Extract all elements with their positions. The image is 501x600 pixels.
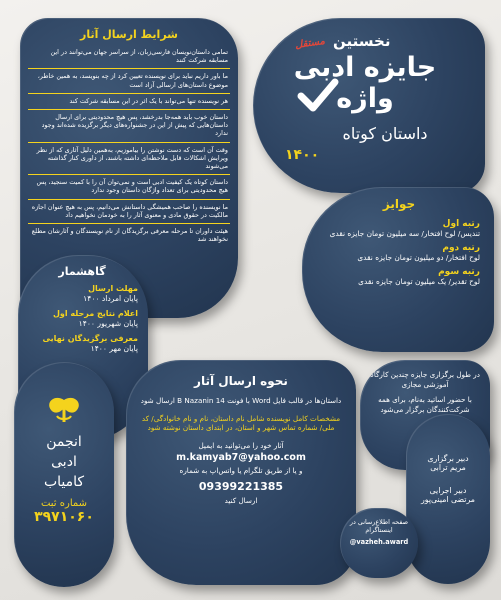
org-name-line3: کامیاب (43, 474, 85, 490)
registration-label: شماره ثبت (40, 498, 88, 509)
title-independent: مستقل (294, 35, 326, 52)
schedule-date: پایان شهریور ۱۴۰۰ (78, 319, 138, 328)
schedule-date: پایان امرداد ۱۴۰۰ (83, 294, 138, 303)
prize-item (318, 243, 480, 263)
rule-item: داستان خوب باید همه‌جا بدرخشد، پس هیچ محدودیتی برای ارسال داستان‌هایی که پیش از این در جشنواره‌های دیگر برگزیده شده‌اند وجود ندارد (28, 110, 230, 143)
schedule-label: اعلام نتایج مرحله اول (52, 309, 138, 318)
how-to-send-panel (126, 360, 356, 585)
how-or: و یا از طریق تلگرام یا واتس‌اپ به شماره (179, 466, 303, 476)
prize-desc: تندیس/ لوح افتخار/ سه میلیون تومان جایزه نقدی (329, 229, 480, 238)
schedule-label: معرفی برگزیدگان نهایی (42, 334, 138, 343)
email-link[interactable]: m.kamyab7@yahoo.com (176, 452, 306, 464)
workshop-text-2: با حضور اساتید به‌نام، برای همه شرکت‌کنندگان برگزار می‌شود (378, 395, 472, 414)
how-format: داستان‌ها در قالب فایل Word با فونت B Nazanin 14 ارسال شود (140, 396, 342, 405)
secretary-role: دبیر برگزاری (427, 454, 469, 463)
rule-item: داستان کوتاه یک کیفیت ادبی است و نمی‌توان آن را با کمیت سنجید، پس هیچ محدودیتی برای تعداد واژگان داستان وجود ندارد (28, 175, 230, 199)
executive-role: دبیر اجرایی (429, 486, 467, 495)
title-story: داستان کوتاه (342, 124, 428, 143)
how-send: ارسال کنید (224, 495, 258, 505)
prizes-heading: جوایز (382, 197, 416, 211)
title-panel (253, 18, 485, 193)
prize-item (318, 219, 480, 239)
title-year: ۱۴۰۰ (285, 147, 320, 163)
prize-desc: لوح افتخار/ دو میلیون تومان جایزه نقدی (357, 253, 480, 262)
title-first: نخستین (333, 32, 391, 50)
rule-item: هر نویسنده تنها می‌تواند با یک اثر در این مسابقه شرکت کند (28, 94, 230, 110)
schedule-item (26, 309, 138, 328)
rule-item: وقت آن است که دست نوشتن را بیاموزیم، به‌همین دلیل آثاری که از نظر ویرایش اشکالات قابل ملاحظه‌ای داشته باشند، از داوری کنار گذاشته می‌شوند (28, 143, 230, 176)
how-email-intro: آثار خود را می‌توانید به ایمیل (198, 440, 284, 450)
prize-item (318, 267, 480, 287)
schedule-date: پایان مهر ۱۴۰۰ (90, 344, 138, 353)
checkmark-icon (297, 74, 339, 116)
schedule-label: مهلت ارسال (88, 284, 138, 293)
instagram-handle[interactable]: @vazheh.award (349, 538, 409, 546)
association-logo-icon (45, 396, 83, 424)
instagram-panel (340, 508, 418, 578)
instagram-text: صفحه اطلاع‌رسانی در اینستاگرام (349, 518, 409, 534)
rule-item: ما نویسنده را صاحب همیشگی داستانش می‌دانیم، پس به هیچ عنوان اجازه مالکیت در حقوق مادی و معنوی آثار را به خودمان نخواهیم داد (28, 200, 230, 224)
rule-item: تمامی داستان‌نویسان فارسی‌زبان، از سراسر جهان می‌توانند در این مسابقه شرکت کنند (28, 45, 230, 69)
secretary-panel (406, 414, 490, 584)
registration-number: ۳۹۷۱۰۶۰ (34, 509, 94, 525)
prizes-panel (302, 187, 494, 352)
how-details: مشخصات کامل نویسنده شامل نام داستان، نام و نام خانوادگی/ کد ملی/ شماره تماس شهر و استان، در ابتدای داستان نوشته شود (141, 413, 341, 433)
secretary-name: مریم ترابی (430, 463, 466, 472)
org-name-line2: ادبی (51, 454, 77, 470)
rule-item: هیئت داوران تا مرحله معرفی برگزیدگان از نام نویسندگان و آثارشان مطلع نخواهند شد (31, 227, 228, 244)
org-name-line1: انجمن (46, 434, 82, 450)
schedule-heading: گاهشمار (58, 265, 106, 278)
schedule-item (26, 284, 138, 303)
prize-desc: لوح تقدیر/ یک میلیون تومان جایزه نقدی (358, 277, 480, 286)
rule-item: ما باور داریم نباید برای نویسنده تعیین کرد از چه بنویسد، به همین خاطر، موضوع داستان‌های ارسالی آزاد است (28, 69, 230, 93)
executive-name: مرتضی امینی‌پور (421, 495, 475, 504)
title-main-text: جایزه ادبی واژه (293, 52, 437, 114)
schedule-item (26, 334, 138, 353)
organization-panel (14, 362, 114, 587)
prize-rank: رتبه اول (442, 219, 480, 229)
how-to-send-heading: نحوه ارسال آثار (194, 374, 288, 388)
prize-rank: رتبه دوم (442, 243, 480, 253)
rules-heading: شرایط ارسال آثار (80, 28, 178, 41)
phone-number[interactable]: 09399221385 (198, 479, 284, 493)
prize-rank: رتبه سوم (438, 267, 480, 277)
rules-list (28, 45, 230, 247)
workshop-text-1: در طول برگزاری جایزه چندین کارگاه آموزشی مجازی (370, 370, 480, 389)
